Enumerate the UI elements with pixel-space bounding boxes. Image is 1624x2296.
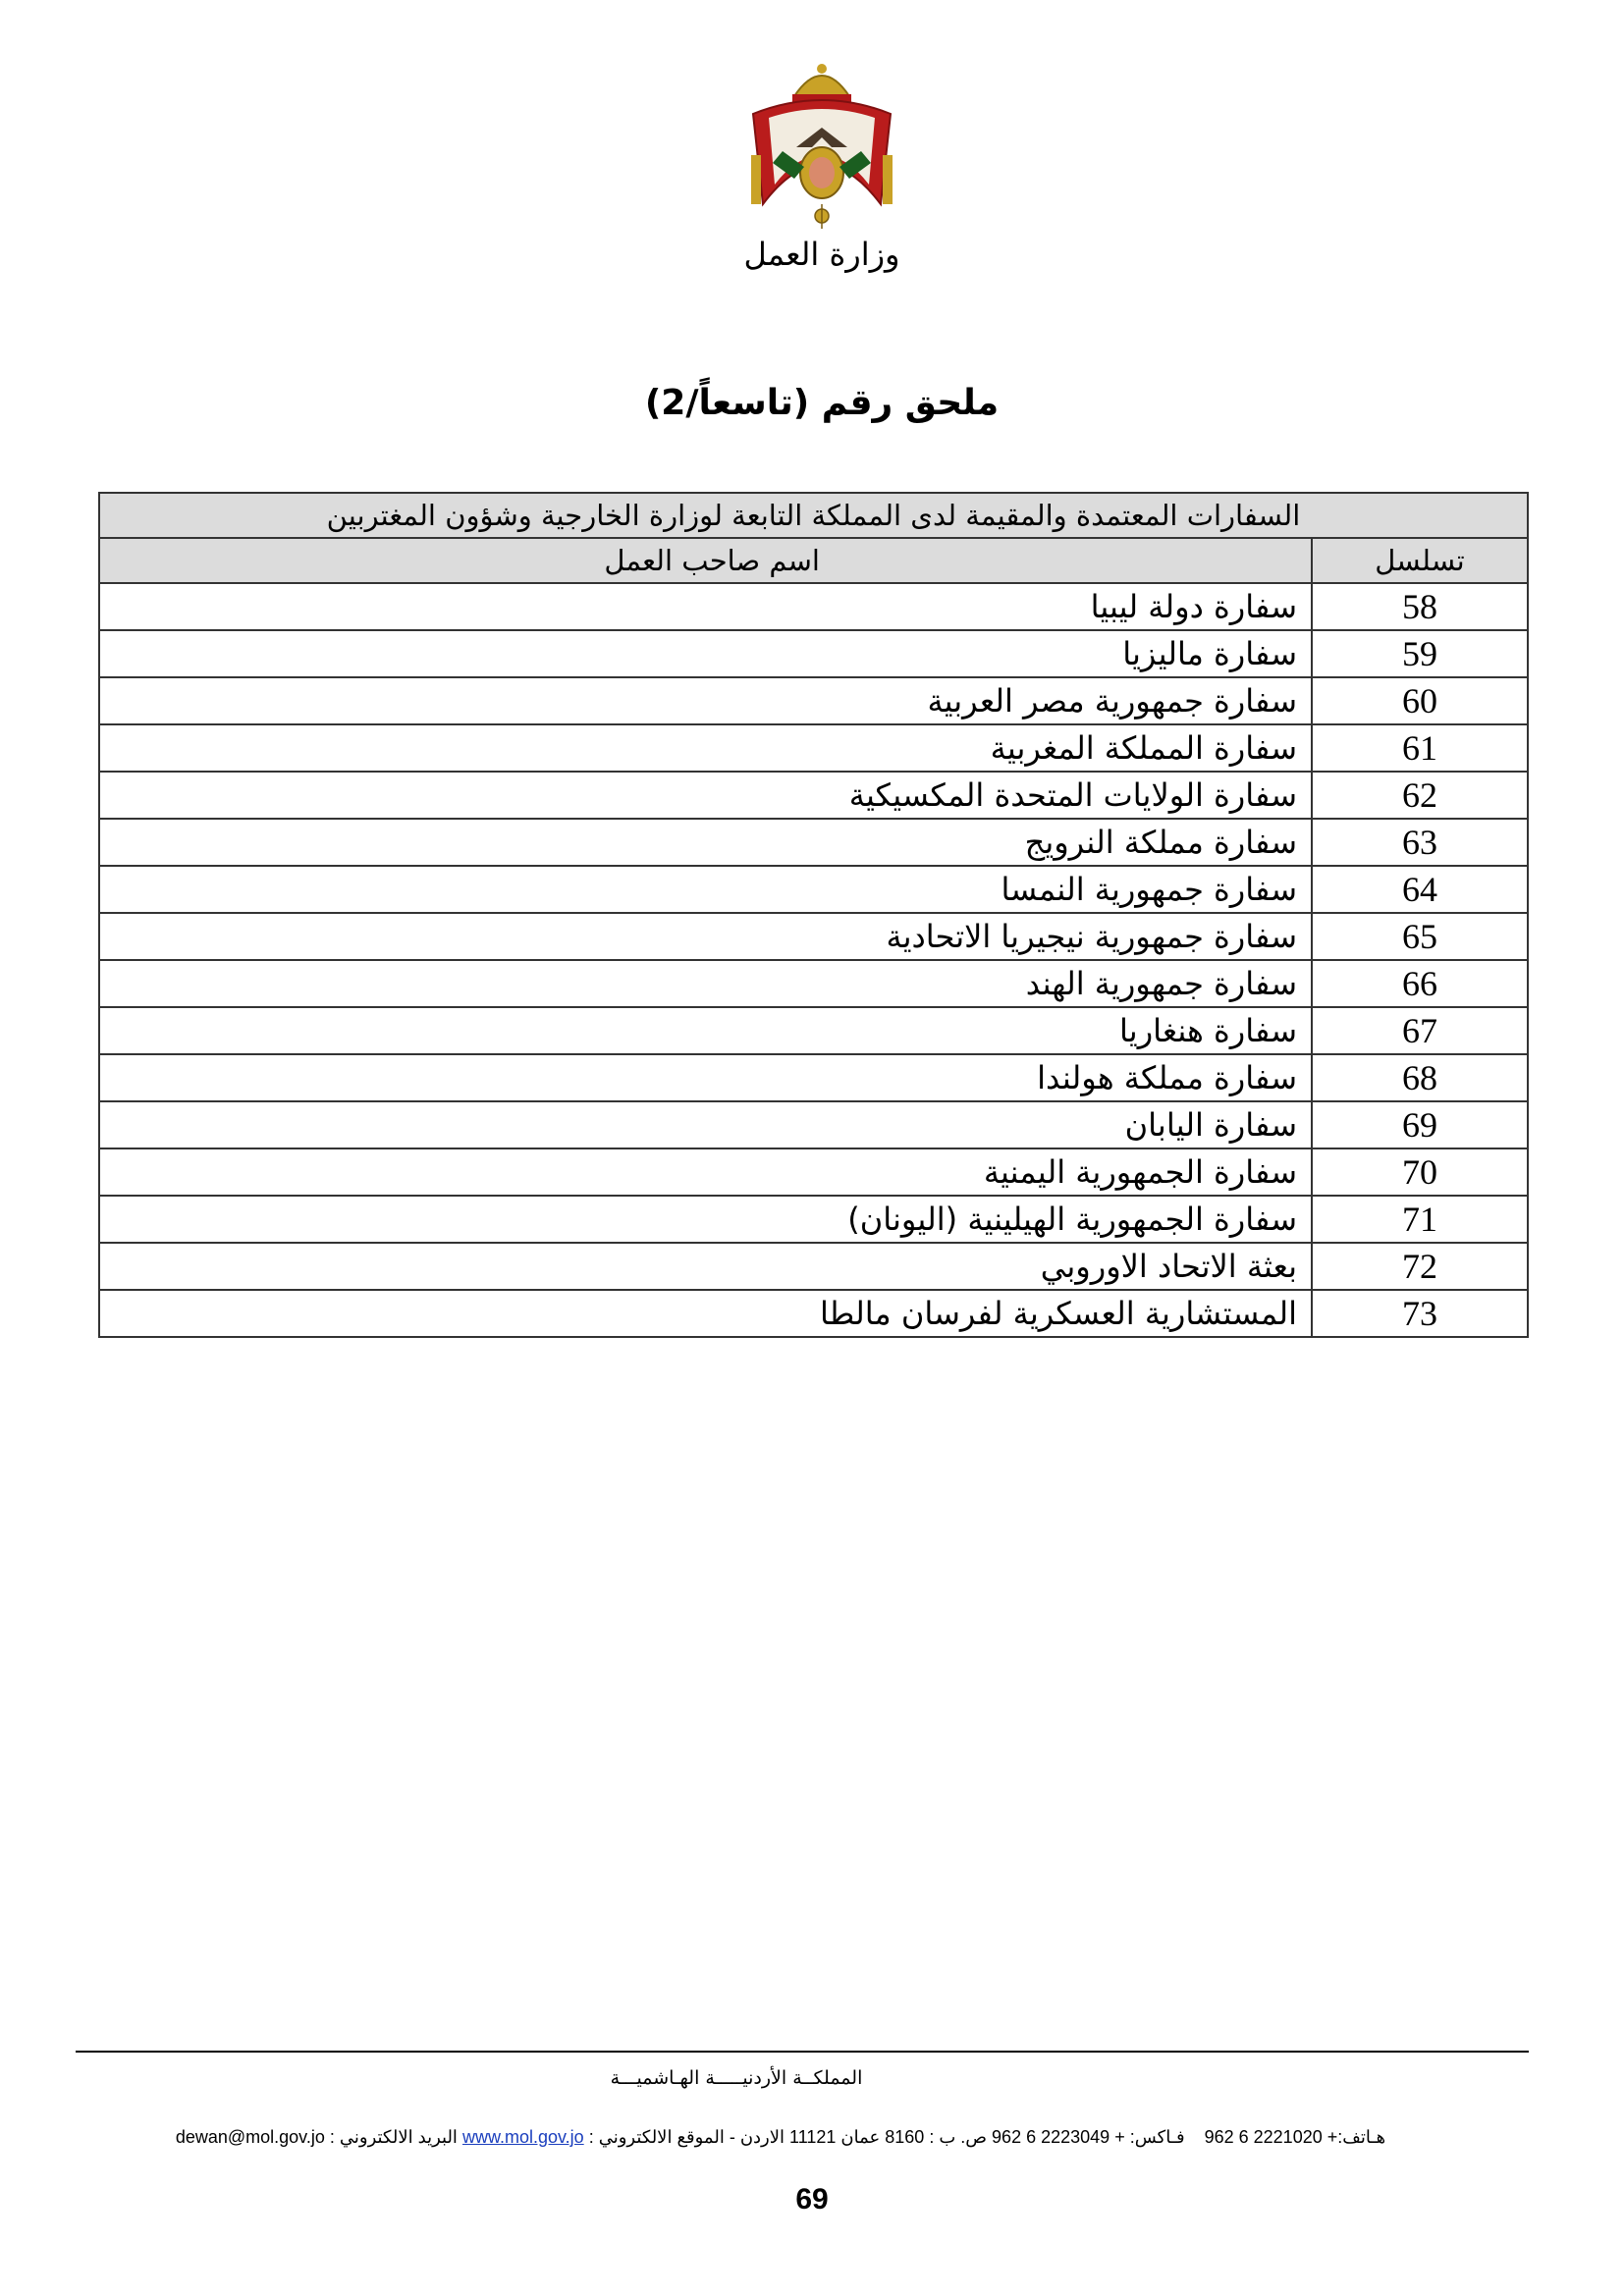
footer-kingdom: المملكــة الأردنيـــــة الهـاشميـــة	[610, 2067, 863, 2089]
row-seq: 61	[1312, 724, 1528, 772]
row-seq: 60	[1312, 677, 1528, 724]
row-seq: 65	[1312, 913, 1528, 960]
row-seq: 63	[1312, 819, 1528, 866]
phone-label: هـاتف:+	[1326, 2127, 1386, 2147]
ministry-name: وزارة العمل	[743, 236, 900, 273]
table-row	[99, 866, 1528, 913]
footer-contact	[59, 2127, 1502, 2148]
table-row	[99, 630, 1528, 677]
row-employer-name: سفارة الولايات المتحدة المكسيكية	[99, 772, 1312, 819]
table-row	[99, 1243, 1528, 1290]
row-employer-name: سفارة الجمهورية اليمنية	[99, 1148, 1312, 1196]
fax-number: 962 6 2223049	[992, 2127, 1110, 2147]
fax-label: فـاكس: +	[1114, 2127, 1185, 2147]
table-row	[99, 819, 1528, 866]
table-row	[99, 913, 1528, 960]
row-employer-name: سفارة هنغاريا	[99, 1007, 1312, 1054]
row-seq: 62	[1312, 772, 1528, 819]
row-employer-name: المستشارية العسكرية لفرسان مالطا	[99, 1290, 1312, 1337]
table-header-row	[99, 538, 1528, 583]
row-employer-name: سفارة دولة ليبيا	[99, 583, 1312, 630]
table-row	[99, 1101, 1528, 1148]
row-seq: 70	[1312, 1148, 1528, 1196]
row-employer-name: سفارة جمهورية النمسا	[99, 866, 1312, 913]
row-employer-name: سفارة اليابان	[99, 1101, 1312, 1148]
table-row	[99, 677, 1528, 724]
row-employer-name: سفارة جمهورية الهند	[99, 960, 1312, 1007]
row-employer-name: سفارة جمهورية مصر العربية	[99, 677, 1312, 724]
website-link[interactable]: www.mol.gov.jo	[461, 2127, 584, 2147]
row-seq: 69	[1312, 1101, 1528, 1148]
row-seq: 64	[1312, 866, 1528, 913]
column-header-seq: تسلسل	[1312, 538, 1528, 583]
row-seq: 66	[1312, 960, 1528, 1007]
table-row	[99, 1007, 1528, 1054]
row-employer-name: سفارة المملكة المغربية	[99, 724, 1312, 772]
footer-divider	[76, 2051, 1529, 2053]
row-employer-name: سفارة جمهورية نيجيريا الاتحادية	[99, 913, 1312, 960]
table-row	[99, 1196, 1528, 1243]
table-row	[99, 960, 1528, 1007]
row-employer-name: سفارة مملكة هولندا	[99, 1054, 1312, 1101]
annex-title: ملحق رقم (تاسعاً/2)	[644, 383, 1000, 423]
po-box: ص. ب : 8160 عمان 11121 الاردن - الموقع الالكتروني :	[588, 2127, 988, 2147]
row-seq: 59	[1312, 630, 1528, 677]
table-row	[99, 583, 1528, 630]
row-employer-name: سفارة الجمهورية الهيلينية (اليونان)	[99, 1196, 1312, 1243]
row-employer-name: بعثة الاتحاد الاوروبي	[99, 1243, 1312, 1290]
table-row	[99, 1290, 1528, 1337]
email-address[interactable]: dewan@mol.gov.jo	[175, 2127, 325, 2147]
email-label: البريد الالكتروني :	[329, 2127, 458, 2147]
table-row	[99, 772, 1528, 819]
row-seq: 58	[1312, 583, 1528, 630]
row-seq: 68	[1312, 1054, 1528, 1101]
column-header-name: اسم صاحب العمل	[99, 538, 1312, 583]
employers-table	[98, 492, 1529, 1338]
row-seq: 73	[1312, 1290, 1528, 1337]
phone-number: 962 6 2221020	[1204, 2127, 1323, 2147]
page-number: 69	[795, 2183, 829, 2216]
row-seq: 72	[1312, 1243, 1528, 1290]
row-employer-name: سفارة مملكة النرويج	[99, 819, 1312, 866]
table-row	[99, 724, 1528, 772]
table-caption: السفارات المعتمدة والمقيمة لدى المملكة التابعة لوزارة الخارجية وشؤون المغتربين	[99, 493, 1528, 538]
jordan-coat-of-arms-icon	[733, 57, 910, 243]
table-caption-row	[99, 493, 1528, 538]
row-employer-name: سفارة ماليزيا	[99, 630, 1312, 677]
table-row	[99, 1054, 1528, 1101]
table-row	[99, 1148, 1528, 1196]
row-seq: 71	[1312, 1196, 1528, 1243]
row-seq: 67	[1312, 1007, 1528, 1054]
